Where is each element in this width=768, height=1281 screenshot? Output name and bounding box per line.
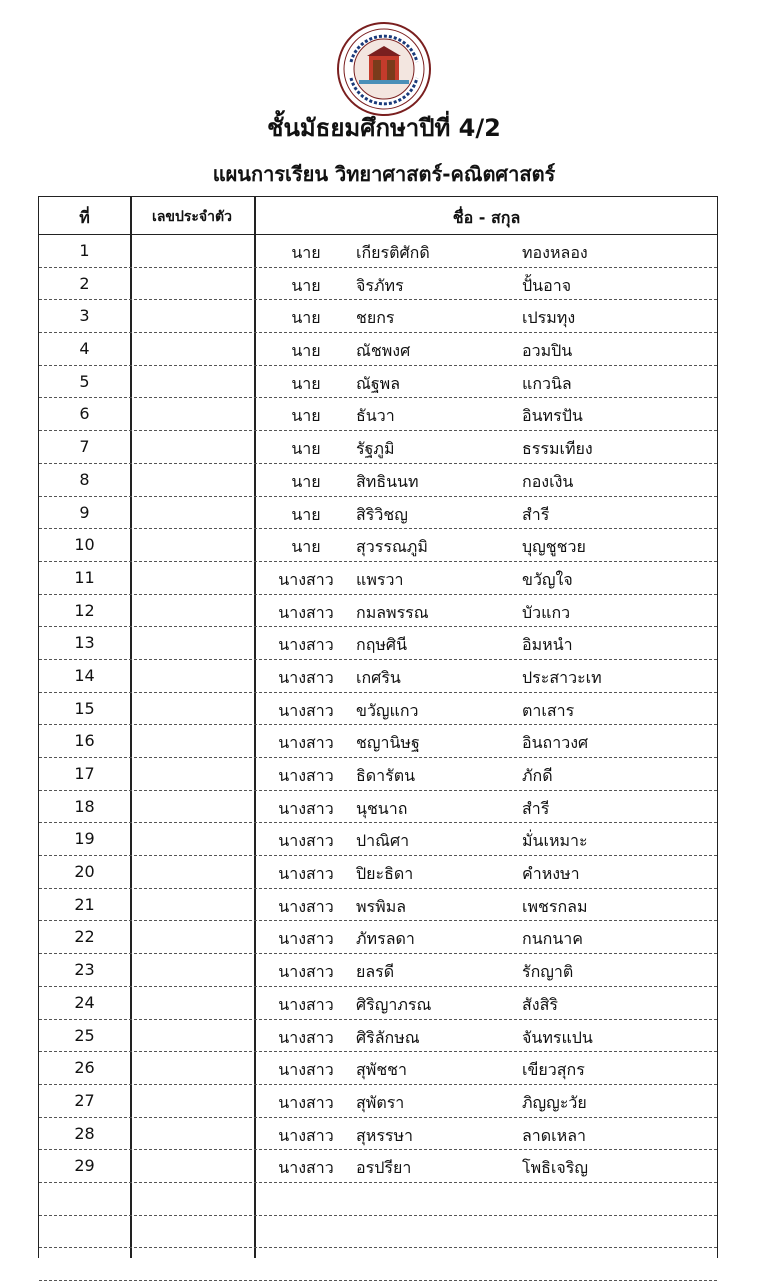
class-title: ชั้นมัธยมศึกษาปีที่ 4/2 bbox=[267, 114, 501, 142]
row-number: 22 bbox=[74, 927, 95, 947]
name-prefix: นาย bbox=[291, 341, 321, 361]
first-name: ศิริญาภรณ bbox=[356, 994, 432, 1014]
last-name: อินถาวงศ bbox=[522, 733, 589, 753]
last-name: ปั้นอาจ bbox=[522, 275, 572, 295]
name-prefix: นางสาว bbox=[278, 766, 334, 785]
table-row bbox=[39, 856, 717, 889]
name-prefix: นางสาว bbox=[278, 994, 334, 1014]
row-number: 9 bbox=[79, 502, 90, 522]
table-row bbox=[39, 921, 717, 954]
name-prefix: นาย bbox=[291, 275, 321, 295]
table-row bbox=[39, 529, 717, 562]
name-prefix: นางสาว bbox=[278, 1158, 334, 1178]
first-name: ธิดารัตน bbox=[356, 766, 416, 785]
row-number: 3 bbox=[79, 306, 90, 326]
last-name: เพชรกลม bbox=[522, 896, 588, 916]
last-name: อิมหนำ bbox=[522, 635, 573, 655]
table-row bbox=[39, 595, 717, 628]
first-name: ขวัญแกว bbox=[356, 700, 419, 720]
first-name: ศิริลักษณ bbox=[356, 1027, 420, 1047]
last-name: ประสาวะเท bbox=[522, 667, 602, 687]
row-number: 6 bbox=[79, 404, 90, 424]
name-prefix: นางสาว bbox=[278, 1092, 334, 1112]
last-name: สังสิริ bbox=[522, 994, 558, 1014]
first-name: อรปรียา bbox=[356, 1158, 412, 1178]
table-body bbox=[39, 235, 717, 1281]
row-number: 24 bbox=[74, 992, 95, 1012]
first-name: สิริวิชญ bbox=[356, 504, 408, 524]
row-number: 12 bbox=[74, 600, 95, 620]
name-prefix: นาย bbox=[291, 406, 321, 426]
row-number: 26 bbox=[74, 1058, 95, 1078]
row-number: 10 bbox=[74, 535, 95, 555]
table-row bbox=[39, 1216, 717, 1249]
table-row bbox=[39, 464, 717, 497]
last-name: กองเงิน bbox=[522, 471, 574, 491]
first-name: ปิยะธิดา bbox=[356, 864, 414, 884]
row-number: 18 bbox=[74, 796, 95, 816]
table-row bbox=[39, 1052, 717, 1085]
last-name: ภักดี bbox=[522, 766, 553, 785]
name-prefix: นาย bbox=[291, 537, 321, 557]
row-number: 27 bbox=[74, 1090, 95, 1110]
row-number: 2 bbox=[79, 273, 90, 293]
first-name: นุชนาถ bbox=[356, 798, 408, 818]
table-row bbox=[39, 398, 717, 431]
first-name: ณัฐพล bbox=[356, 373, 401, 393]
table-row bbox=[39, 758, 717, 791]
name-prefix: นางสาว bbox=[278, 635, 334, 655]
table-row bbox=[39, 268, 717, 301]
last-name: ขวัญใจ bbox=[522, 569, 573, 589]
name-prefix: นางสาว bbox=[278, 667, 334, 687]
last-name: ลาดเหลา bbox=[522, 1125, 586, 1145]
name-prefix: นางสาว bbox=[278, 1027, 334, 1047]
last-name: กนกนาค bbox=[522, 929, 583, 949]
table-row bbox=[39, 333, 717, 366]
name-prefix: นาย bbox=[291, 243, 321, 262]
first-name: ณัชพงศ bbox=[356, 341, 411, 361]
name-prefix: นางสาว bbox=[278, 831, 334, 851]
row-number: 17 bbox=[74, 764, 95, 783]
table-row bbox=[39, 1020, 717, 1053]
name-prefix: นาย bbox=[291, 439, 321, 459]
row-number: 7 bbox=[79, 437, 90, 457]
first-name: กฤษศินี bbox=[356, 635, 408, 655]
row-number: 4 bbox=[79, 339, 90, 359]
header-name: ชื่อ - สกุล bbox=[452, 208, 521, 227]
table-row bbox=[39, 660, 717, 693]
first-name: เกศริน bbox=[356, 667, 401, 687]
row-number: 8 bbox=[79, 469, 90, 489]
school-seal-logo bbox=[337, 22, 431, 116]
last-name: ทองหลอง bbox=[522, 243, 588, 262]
table-row bbox=[39, 987, 717, 1020]
first-name: ธันวา bbox=[356, 406, 395, 426]
table-row bbox=[39, 1248, 717, 1281]
table-row bbox=[39, 1085, 717, 1118]
table-row bbox=[39, 366, 717, 399]
name-prefix: นางสาว bbox=[278, 569, 334, 589]
name-prefix: นางสาว bbox=[278, 864, 334, 884]
table-row bbox=[39, 1150, 717, 1183]
table-row bbox=[39, 562, 717, 595]
student-roster-table bbox=[38, 196, 718, 1258]
last-name: เขียวสุกร bbox=[522, 1060, 585, 1080]
table-row bbox=[39, 497, 717, 530]
first-name: แพรวา bbox=[356, 569, 404, 589]
table-row bbox=[39, 1118, 717, 1151]
first-name: เกียรติศักดิ bbox=[356, 243, 430, 262]
row-number: 5 bbox=[79, 371, 90, 391]
first-name: รัฐภูมิ bbox=[356, 439, 395, 459]
table-row bbox=[39, 1183, 717, 1216]
row-number: 20 bbox=[74, 862, 95, 882]
table-row bbox=[39, 889, 717, 922]
name-prefix: นางสาว bbox=[278, 798, 334, 818]
name-prefix: นางสาว bbox=[278, 896, 334, 916]
name-prefix: นาย bbox=[291, 373, 321, 393]
row-number: 15 bbox=[74, 698, 95, 718]
row-number: 25 bbox=[74, 1025, 95, 1045]
name-prefix: นาย bbox=[291, 504, 321, 524]
last-name: บัวแกว bbox=[522, 602, 571, 622]
last-name: ธรรมเทียง bbox=[522, 439, 593, 459]
row-number: 23 bbox=[74, 960, 95, 980]
last-name: ภิญญะวัย bbox=[522, 1092, 587, 1112]
last-name: รักญาติ bbox=[522, 962, 574, 982]
last-name: ตาเสาร bbox=[522, 700, 575, 720]
first-name: ภัทรลดา bbox=[356, 929, 415, 949]
table-row bbox=[39, 823, 717, 856]
table-row bbox=[39, 300, 717, 333]
table-row bbox=[39, 431, 717, 464]
name-prefix: นางสาว bbox=[278, 1125, 334, 1145]
row-number: 19 bbox=[74, 829, 95, 849]
row-number: 21 bbox=[74, 894, 95, 914]
last-name: มั่นเหมาะ bbox=[522, 831, 588, 851]
table-row bbox=[39, 725, 717, 758]
name-prefix: นาย bbox=[291, 308, 321, 328]
last-name: แกวนิล bbox=[522, 373, 572, 393]
header-student-id: เลขประจำตัว bbox=[152, 209, 232, 225]
row-number: 13 bbox=[74, 633, 95, 653]
name-prefix: นางสาว bbox=[278, 733, 334, 753]
last-name: จันทรแปน bbox=[522, 1027, 593, 1047]
first-name: ชญานิษฐ bbox=[356, 733, 420, 753]
first-name: สุพัชชา bbox=[356, 1060, 408, 1080]
last-name: เปรมทุง bbox=[522, 308, 576, 328]
last-name: โพธิเจริญ bbox=[522, 1158, 588, 1178]
last-name: สำรี bbox=[522, 798, 550, 818]
row-number: 16 bbox=[74, 731, 95, 751]
name-prefix: นางสาว bbox=[278, 1060, 334, 1080]
first-name: ปาณิศา bbox=[356, 831, 410, 851]
name-prefix: นาย bbox=[291, 471, 321, 491]
name-prefix: นางสาว bbox=[278, 962, 334, 982]
first-name: จิรภัทร bbox=[356, 275, 404, 295]
last-name: อินทรปัน bbox=[522, 406, 583, 426]
first-name: ชยกร bbox=[356, 308, 395, 328]
table-row bbox=[39, 791, 717, 824]
header-no: ที่ bbox=[79, 208, 90, 227]
name-prefix: นางสาว bbox=[278, 929, 334, 949]
first-name: สุวรรณภูมิ bbox=[356, 537, 428, 557]
last-name: บุญชูชวย bbox=[522, 537, 586, 557]
table-row bbox=[39, 693, 717, 726]
row-number: 11 bbox=[74, 567, 95, 587]
table-row bbox=[39, 627, 717, 660]
row-number: 29 bbox=[74, 1156, 95, 1176]
table-row bbox=[39, 954, 717, 987]
last-name: สำรี bbox=[522, 504, 550, 524]
table-header bbox=[39, 197, 717, 235]
row-number: 14 bbox=[74, 665, 95, 685]
first-name: ยลรดี bbox=[356, 962, 395, 982]
row-number: 28 bbox=[74, 1123, 95, 1143]
row-number: 1 bbox=[79, 241, 90, 260]
table-row bbox=[39, 235, 717, 268]
first-name: พรพิมล bbox=[356, 896, 407, 916]
name-prefix: นางสาว bbox=[278, 602, 334, 622]
last-name: อวมปิน bbox=[522, 341, 573, 361]
last-name: คำหงษา bbox=[522, 864, 580, 884]
first-name: สุหรรษา bbox=[356, 1125, 414, 1145]
first-name: กมลพรรณ bbox=[356, 602, 429, 622]
first-name: สุพัตรา bbox=[356, 1092, 405, 1112]
first-name: สิทธินนท bbox=[356, 471, 419, 491]
name-prefix: นางสาว bbox=[278, 700, 334, 720]
program-title: แผนการเรียน วิทยาศาสตร์-คณิตศาสตร์ bbox=[212, 162, 556, 186]
